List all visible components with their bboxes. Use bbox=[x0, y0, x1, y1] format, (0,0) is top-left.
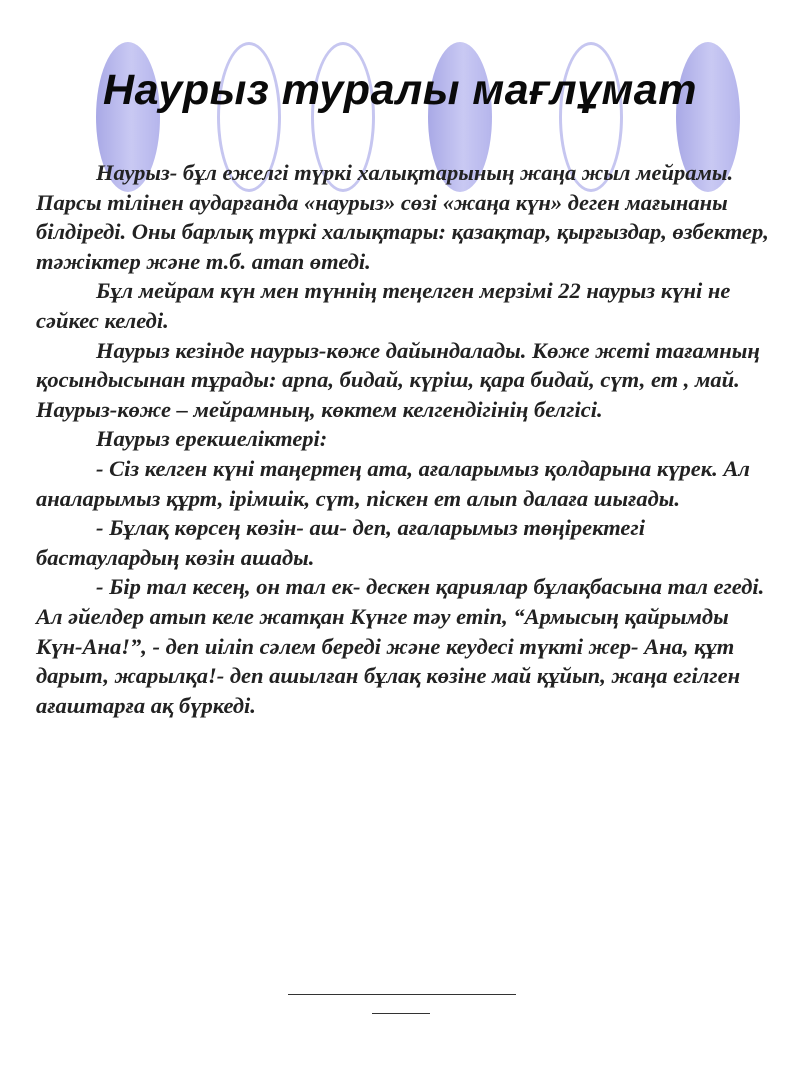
signature-line-short bbox=[372, 1013, 430, 1014]
paragraph-kozhe: Наурыз кезінде наурыз-көже дайындалады. Көже жеті тағамның қосындысынан тұрады: арпа, бидай, күріш, қара бидай, сүт, ет , май. Наурыз-көже – мейрамның, көктем келгендігінің белгісі. bbox=[36, 337, 760, 422]
signature-line bbox=[288, 994, 516, 995]
paragraph-feature-3: - Бір тал кесең, он тал ек- дескен қариялар бұлақбасына тал егеді. Ал әйелдер атып келе жатқан Күнге тәу етіп, “Армысың қайрымды Күн-Ана!”, - деп иіліп сәлем береді және кеудесі түкті жер- Ана, құт дарыт, жарылқа!- деп ашылған бұлақ көзіне май құйып, жаңа егілген ағаштарға ақ бүркеді. bbox=[36, 574, 765, 718]
paragraph-features-heading: Наурыз ерекшеліктері: bbox=[96, 426, 328, 452]
paragraph-feature-1: - Сіз келген күні таңертең ата, ағаларымыз қолдарына күрек. Ал аналарымыз құрт, ірімшік, сүт, піскен ет алып далаға шығады. bbox=[36, 455, 750, 511]
paragraph-feature-2: - Бұлақ көрсең көзін- аш- деп, ағаларымыз төңіректегі бастаулардың көзін ашады. bbox=[36, 515, 645, 570]
paragraph-intro: Наурыз- бұл ежелгі түркі халықтарының жаңа жыл мейрамы. Парсы тілінен аударғанда «наурыз» сөзі «жаңа күн» деген мағынаны білдіреді. Оны барлық түркі халықтары: қазақтар, қырғыздар, өзбектер, тәжіктер және т.б. атап өтеді. bbox=[36, 160, 769, 274]
page-title: Наурыз туралы мағлұмат bbox=[103, 66, 697, 114]
body-text bbox=[36, 158, 776, 720]
paragraph-date: Бұл мейрам күн мен түннің теңелген мерзімі 22 наурыз күні не сәйкес келеді. bbox=[36, 278, 731, 333]
